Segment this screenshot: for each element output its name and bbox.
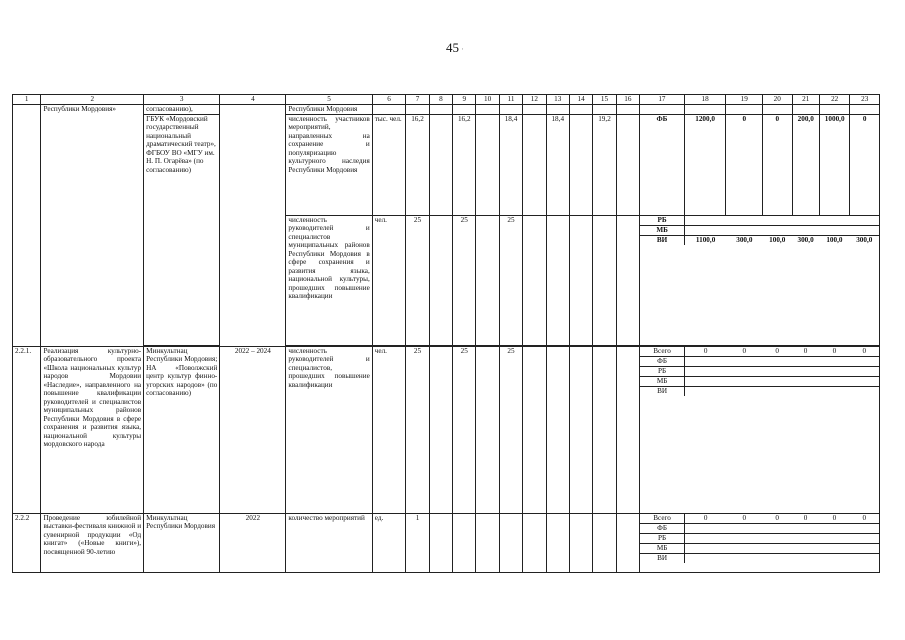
program-table (12, 94, 880, 573)
col-header: 3 (144, 95, 220, 105)
fin-value: 0 (792, 347, 819, 357)
col-header: 7 (406, 95, 429, 105)
col-header: 18 (684, 95, 726, 105)
fin-value: 0 (819, 514, 849, 524)
col-header: 15 (593, 95, 616, 105)
fin-value: 300,0 (736, 235, 753, 244)
fin-source-label: Всего (640, 347, 685, 357)
cell-unit: тыс. чел. (372, 114, 406, 215)
cell-name: Проведение юбилейной выставки-фестиваля книжной и сувенирной продукции «Од книгат» («Новые книги»), посвященной 90-летию (41, 513, 144, 572)
cell-indicator: численность руководителей и специалистов муниципальных районов Республики Мордовия в сфере сохранения и развития языка, национальной культуры, прошедших повышение квалификации (286, 215, 372, 345)
col-header: 5 (286, 95, 372, 105)
fin-value: 0 (763, 114, 792, 215)
fin-value: 1200,0 (684, 114, 726, 215)
fin-value: 300,0 (856, 235, 873, 244)
fin-source-label: Всего (640, 514, 685, 524)
fin-source-label: ВИ (640, 235, 685, 245)
col-header: 17 (640, 95, 685, 105)
fin-value: 1100,0 (695, 235, 716, 244)
fin-source-label: РБ (640, 216, 685, 226)
fin-source-label: ФБ (640, 523, 685, 533)
cell-number (13, 105, 41, 347)
cell-indicator: количество мероприятий (286, 513, 372, 572)
fin-value: 0 (763, 347, 792, 357)
cell-period: 2022 – 2024 (220, 346, 286, 513)
fin-source-label: МБ (640, 225, 685, 235)
col-header: 20 (763, 95, 792, 105)
cell-executor: Минкультнац Республики Мордовия (144, 513, 220, 572)
cell-value: 18,4 (499, 114, 522, 215)
cell-number: 2.2.2 (13, 513, 41, 572)
fin-source-label: ФБ (640, 114, 685, 215)
col-header: 11 (499, 95, 522, 105)
cell-executor: согласованию), (144, 105, 220, 115)
fin-value: 0 (850, 114, 880, 215)
cell-value: 16,2 (453, 114, 476, 215)
table-row (13, 105, 880, 115)
col-header: 13 (546, 95, 569, 105)
fin-value: 0 (850, 347, 879, 357)
fin-value: 0 (726, 514, 762, 524)
fin-value: 100,0 (769, 235, 786, 244)
cell-name: Реализация культурно-образовательного проекта «Школа национальных культур народов Мордовии «Наследие», направленного на повышение квалификации руководителей и специалистов муниципальных районов Республики Мордовия в сфере сохранения и развития языка, национальной культуры мордовского народа (41, 346, 144, 513)
fin-value: 200,0 (792, 114, 819, 215)
col-header: 1 (13, 95, 41, 105)
fin-value: 1000,0 (819, 114, 849, 215)
fin-value: 0 (726, 114, 763, 215)
financing-block (640, 215, 880, 345)
fin-value: 0 (792, 514, 819, 524)
cell-value: 25 (453, 346, 476, 513)
financing-block (640, 346, 880, 513)
fin-source-label: РБ (640, 366, 685, 376)
cell-indicator: численность руководителей и специалистов, прошедших повышение квалификации (286, 346, 372, 513)
fin-source-label: ФБ (640, 356, 685, 366)
column-number-row (13, 95, 880, 105)
fin-value: 100,0 (826, 235, 843, 244)
fin-value: 300,0 (797, 235, 814, 244)
cell-executor: Минкультнац Республики Мордовия; НА «Поволжский центр культур финно-угорских народов» (по согласованию) (144, 346, 220, 513)
fin-value: 0 (685, 514, 727, 524)
cell-indicator: Республики Мордовия (286, 105, 372, 115)
col-header: 9 (453, 95, 476, 105)
table-row (13, 346, 880, 513)
col-header: 23 (850, 95, 880, 105)
col-header: 4 (220, 95, 286, 105)
col-header: 8 (429, 95, 452, 105)
table-row (13, 513, 880, 572)
cell-number: 2.2.1. (13, 346, 41, 513)
col-header: 6 (372, 95, 406, 105)
fin-value: 0 (726, 347, 762, 357)
fin-value: 0 (763, 514, 792, 524)
financing-block (640, 513, 880, 572)
cell-name: Республики Мордовия» (41, 105, 144, 347)
fin-source-label: ВИ (640, 553, 685, 563)
col-header: 22 (819, 95, 849, 105)
cell-unit: чел. (372, 346, 406, 513)
col-header: 10 (476, 95, 499, 105)
page-number: 45 · (446, 40, 464, 55)
cell-value: 1 (406, 513, 429, 572)
cell-unit: ед. (372, 513, 406, 572)
col-header: 16 (616, 95, 639, 105)
col-header: 21 (792, 95, 819, 105)
cell-indicator: численность участников мероприятий, направленных на сохранение и популяризацию культурного наследия Республики Мордовия (286, 114, 372, 215)
fin-source-label: МБ (640, 376, 685, 386)
col-header: 2 (41, 95, 144, 105)
col-header: 12 (523, 95, 546, 105)
cell-value: 25 (499, 346, 522, 513)
cell-value: 19,2 (593, 114, 616, 215)
fin-source-label: МБ (640, 543, 685, 553)
cell-executor: ГБУК «Мордовский государственный национальный драматический театр», ФГБОУ ВО «МГУ им. Н. П. Огарёва» (по согласованию) (144, 114, 220, 345)
cell-value: 25 (453, 215, 476, 345)
fin-value: 0 (819, 347, 849, 357)
cell-unit: чел. (372, 215, 406, 345)
cell-value: 18,4 (546, 114, 569, 215)
col-header: 14 (569, 95, 592, 105)
fin-value: 0 (685, 347, 727, 357)
cell-value: 25 (499, 215, 522, 345)
cell-value: 16,2 (406, 114, 429, 215)
fin-value: 0 (850, 514, 879, 524)
col-header: 19 (726, 95, 763, 105)
fin-source-label: РБ (640, 533, 685, 543)
cell-value: 25 (406, 346, 429, 513)
cell-value: 25 (406, 215, 429, 345)
cell-period: 2022 (220, 513, 286, 572)
fin-source-label: ВИ (640, 386, 685, 396)
cell-period (220, 105, 286, 347)
